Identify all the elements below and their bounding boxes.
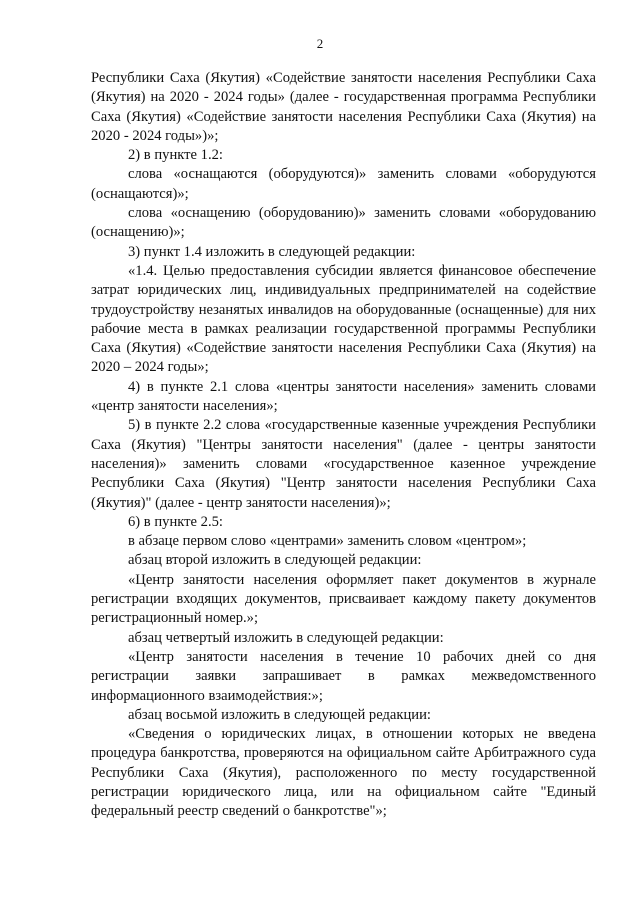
paragraph-item-3: 3) пункт 1.4 изложить в следующей редакции: (128, 243, 416, 260)
paragraph-first-abzac: в абзаце первом слово «центрами» заменить словом «центром»; (128, 533, 527, 550)
paragraph-program-continuation: Республики Саха (Якутия) «Содействие занятости населения Республики Саха (Якутия) на 2020 - 2024 годы» (далее - государственная программа Республики Саха (Якутия) «Содействие занятости населения Республики Саха (Якутия) на 2020 - 2024 годы»)»; (91, 70, 596, 144)
paragraph-second-abzac-intro: абзац второй изложить в следующей редакции: (128, 552, 422, 569)
paragraph-replace-osnashchayutsya: слова «оснащаются (оборудуются)» заменить словами «оборудуются (оснащаются)»; (91, 166, 596, 202)
paragraph-fourth-abzac-intro: абзац четвертый изложить в следующей редакции: (128, 629, 444, 646)
paragraph-replace-osnashcheniyu: слова «оснащению (оборудованию)» заменить словами «оборудованию (оснащению)»; (91, 205, 596, 241)
document-body (91, 69, 596, 822)
paragraph-second-abzac-text: «Центр занятости населения оформляет пакет документов в журнале регистрации входящих документов, присваивает каждому пакету документов регистрационный номер.»; (91, 571, 596, 627)
paragraph-eighth-abzac-text: «Сведения о юридических лицах, в отношении которых не введена процедура банкротства, проверяются на официальном сайте Арбитражного суда Республики Саха (Якутия), расположенного по месту государственной регистрации юридического лица, или на официальном сайте "Единый федеральный реестр сведений о банкротстве"»; (91, 726, 596, 820)
paragraph-item-2: 2) в пункте 1.2: (128, 147, 223, 164)
paragraph-item-4: 4) в пункте 2.1 слова «центры занятости населения» заменить словами «центр занятости населения»; (91, 378, 596, 415)
paragraph-item-5: 5) в пункте 2.2 слова «государственные казенные учреждения Республики Саха (Якутия) "Центры занятости населения" (далее - центры занятости населения)» заменить словами «государственное казенное учреждение Республики Саха (Якутия) "Центр занятости населения Республики Саха (Якутия)" (далее - центр занятости населения)»; (91, 417, 596, 511)
paragraph-eighth-abzac-intro: абзац восьмой изложить в следующей редакции: (128, 706, 431, 723)
paragraph-item-6: 6) в пункте 2.5: (128, 513, 223, 530)
paragraph-clause-1-4: «1.4. Целью предоставления субсидии является финансовое обеспечение затрат юридических лиц, индивидуальных предпринимателей на содействие трудоустройству незанятых инвалидов на оборудованные (оснащенные) для них рабочие места в рамках реализации государственной программы Республики Саха (Якутия) «Содействие занятости населения Республики Саха (Якутия) на 2020 – 2024 годы»; (91, 262, 596, 376)
paragraph-fourth-abzac-text: «Центр занятости населения в течение 10 рабочих дней со дня регистрации заявки запрашивает в рамках межведомственного информационного взаимодействия:»; (91, 648, 596, 704)
page-number: 2 (316, 36, 324, 51)
